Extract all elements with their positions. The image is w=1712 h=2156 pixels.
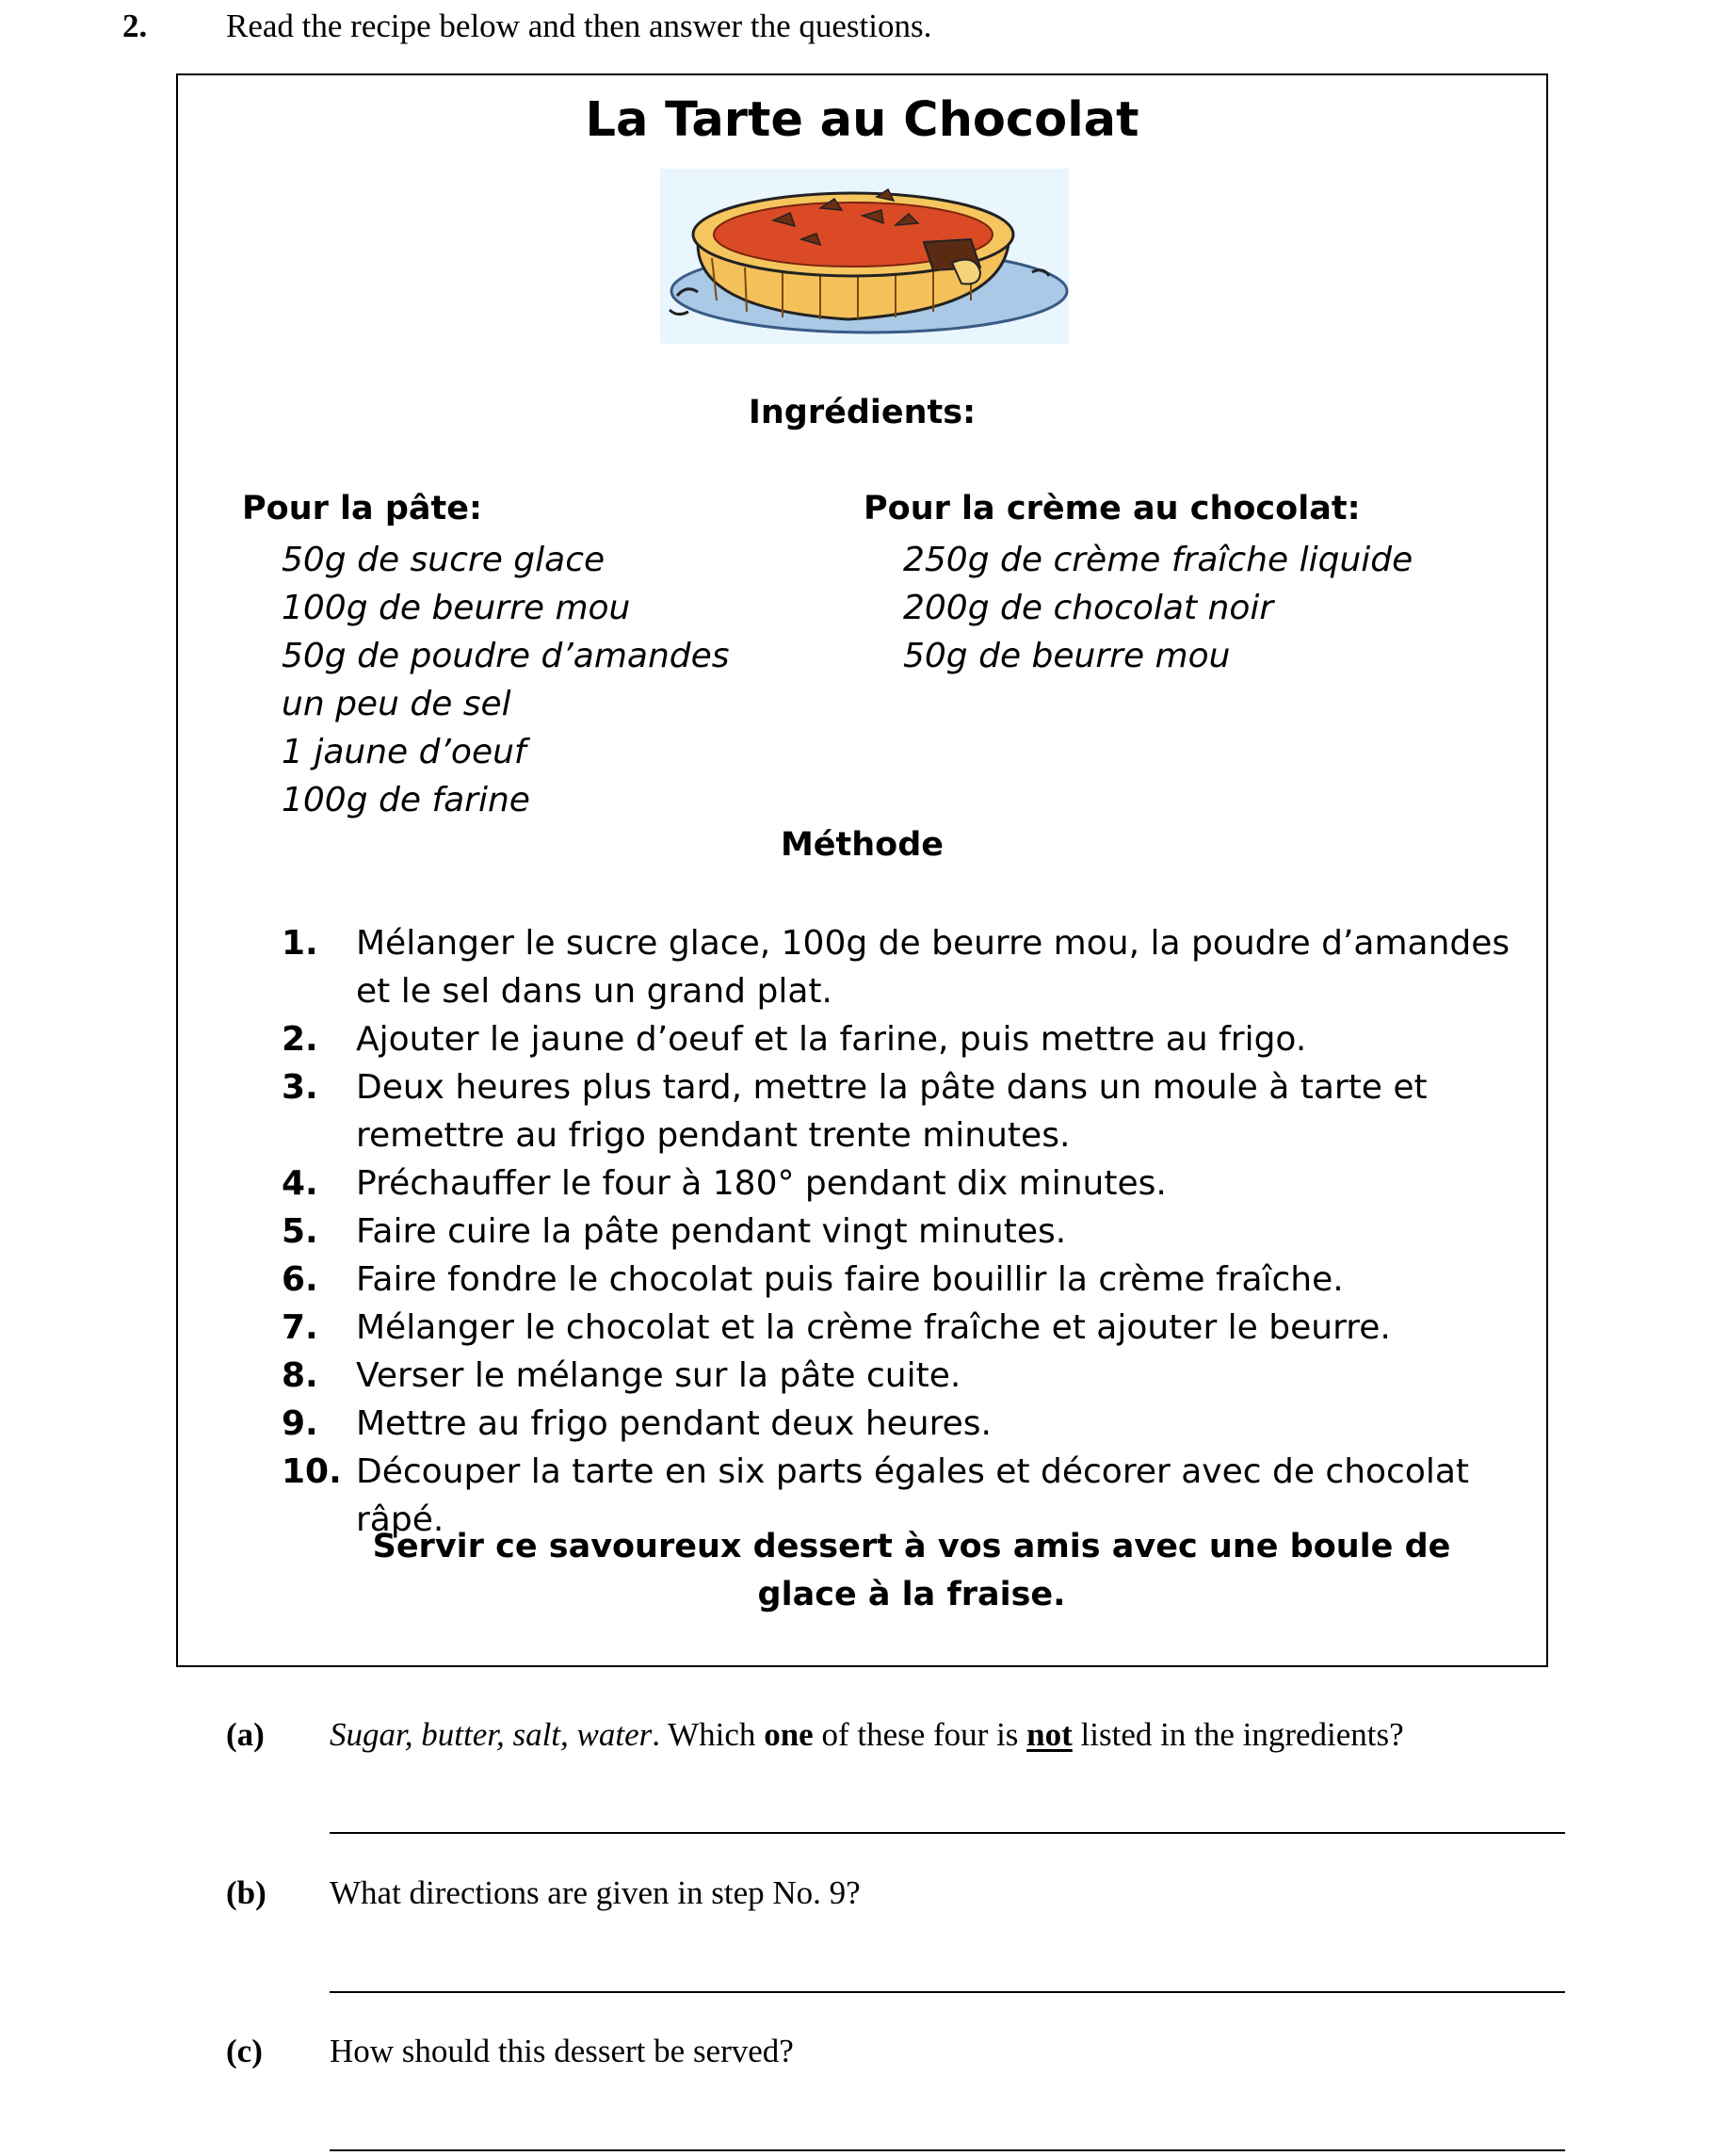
answer-line-a[interactable] xyxy=(330,1832,1565,1834)
method-step xyxy=(282,1015,1534,1063)
method-step xyxy=(282,1352,1534,1400)
answer-line-c[interactable] xyxy=(330,2149,1565,2151)
step-text: Verser le mélange sur la pâte cuite. xyxy=(356,1356,961,1395)
tart-illustration xyxy=(660,169,1069,344)
step-text: Découper la tarte en six parts égales et décorer avec de chocolat râpé. xyxy=(356,1452,1470,1539)
method-step xyxy=(282,1304,1534,1352)
subquestion-text-part: of these four is xyxy=(813,1716,1027,1753)
list-item: 50g de sucre glace xyxy=(282,541,606,579)
step-number: 1. xyxy=(282,924,318,963)
method-title: Méthode xyxy=(780,826,945,864)
subquestion-text-part: . Which xyxy=(652,1716,765,1753)
list-item: 100g de beurre mou xyxy=(282,589,631,627)
step-number: 8. xyxy=(282,1356,318,1395)
method-step xyxy=(282,919,1534,1015)
step-text: Mettre au frigo pendant deux heures. xyxy=(356,1404,992,1443)
list-item: 50g de beurre mou xyxy=(903,637,1231,675)
pastry-ingredient-list xyxy=(282,536,730,824)
subquestion-label: (b) xyxy=(226,1874,266,1911)
list-item: 50g de poudre d’amandes xyxy=(282,637,730,675)
method-step xyxy=(282,1063,1534,1159)
method-step xyxy=(282,1400,1534,1448)
method-step xyxy=(282,1208,1534,1256)
cream-ingredient-list xyxy=(903,536,1413,680)
step-number: 7. xyxy=(282,1308,318,1347)
step-number: 3. xyxy=(282,1068,318,1107)
serving-suggestion: Servir ce savoureux dessert à vos amis avec une boule de glace à la fraise. xyxy=(372,1528,1451,1613)
step-text: Mélanger le chocolat et la crème fraîche et ajouter le beurre. xyxy=(356,1308,1391,1347)
subquestion-text: What directions are given in step No. 9? xyxy=(330,1874,861,1911)
step-number: 5. xyxy=(282,1212,318,1251)
question-instruction: Read the recipe below and then answer the questions. xyxy=(226,8,932,44)
step-text: Faire fondre le chocolat puis faire bouillir la crème fraîche. xyxy=(356,1260,1344,1299)
subquestion-bold-text: one xyxy=(764,1716,814,1753)
step-number: 2. xyxy=(282,1020,318,1059)
step-number: 4. xyxy=(282,1164,318,1203)
list-item: 200g de chocolat noir xyxy=(903,589,1274,627)
step-text: Deux heures plus tard, mettre la pâte dans un moule à tarte et remettre au frigo pendant trente minutes. xyxy=(356,1068,1428,1155)
list-item: 1 jaune d’oeuf xyxy=(282,733,526,771)
subquestion-label: (c) xyxy=(226,2033,263,2069)
recipe-box xyxy=(176,73,1548,1667)
recipe-title: La Tarte au Chocolat xyxy=(585,92,1139,148)
subquestion-text-part: listed in the ingredients? xyxy=(1072,1716,1404,1753)
method-steps xyxy=(282,919,1534,1544)
step-text: Ajouter le jaune d’oeuf et la farine, puis mettre au frigo. xyxy=(356,1020,1307,1059)
method-step xyxy=(282,1159,1534,1208)
list-item: un peu de sel xyxy=(282,685,511,723)
step-number: 9. xyxy=(282,1404,318,1443)
step-number: 6. xyxy=(282,1260,318,1299)
step-text: Préchauffer le four à 180° pendant dix minutes. xyxy=(356,1164,1167,1203)
subquestion-emphasis-text: not xyxy=(1026,1716,1073,1753)
ingredients-title: Ingrédients: xyxy=(748,394,977,431)
subquestion-text xyxy=(330,1716,1404,1754)
list-item: 100g de farine xyxy=(282,781,530,819)
cream-heading: Pour la crème au chocolat: xyxy=(864,490,1361,527)
step-number: 10. xyxy=(282,1452,342,1491)
step-text: Faire cuire la pâte pendant vingt minutes. xyxy=(356,1212,1067,1251)
list-item: 250g de crème fraîche liquide xyxy=(903,541,1413,579)
pastry-heading: Pour la pâte: xyxy=(242,490,482,527)
subquestion-text: How should this dessert be served? xyxy=(330,2033,794,2069)
subquestion-italic-text: Sugar, butter, salt, water xyxy=(330,1716,653,1753)
subquestion-label: (a) xyxy=(226,1716,265,1753)
question-number: 2. xyxy=(122,8,148,44)
method-step xyxy=(282,1256,1534,1304)
step-text: Mélanger le sucre glace, 100g de beurre mou, la poudre d’amandes et le sel dans un grand plat. xyxy=(356,924,1510,1011)
answer-line-b[interactable] xyxy=(330,1991,1565,1993)
